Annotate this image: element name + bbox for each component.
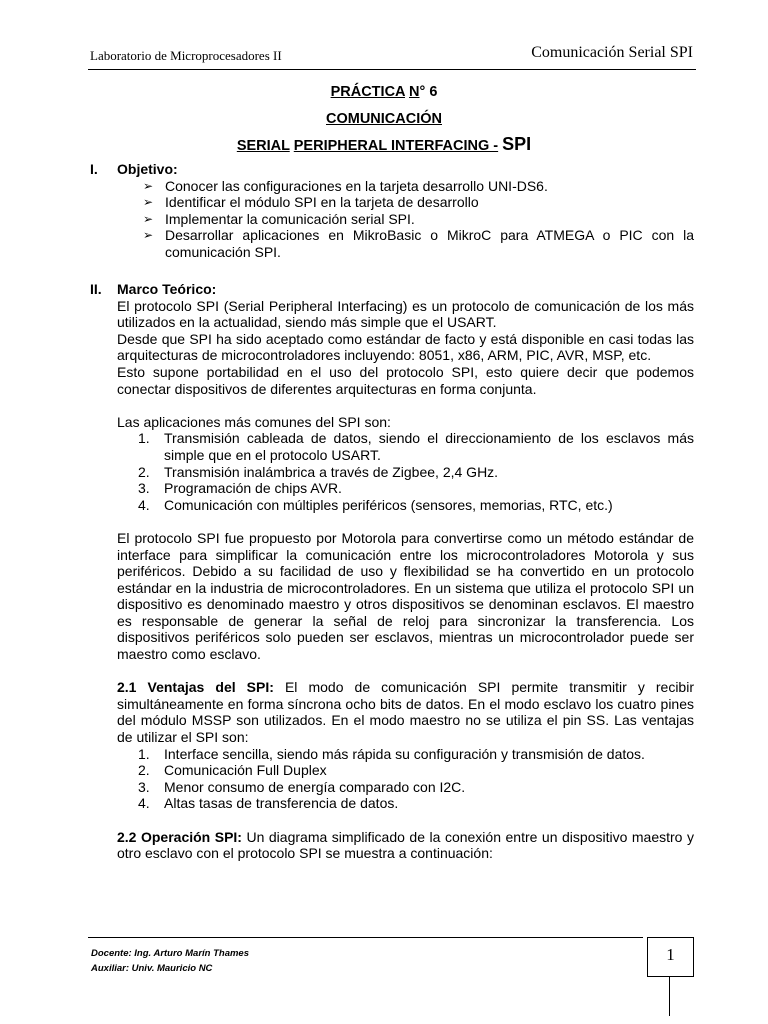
arrow-bullet-icon: ➢	[143, 211, 154, 226]
peripheral-words: PERIPHERAL INTERFACING -	[293, 138, 499, 154]
header-rule	[88, 69, 696, 70]
list-item: 4. Altas tasas de transferencia de datos.	[138, 795, 399, 812]
ventajas-paragraph: 2.1 Ventajas del SPI: El modo de comunicación SPI permite transmitir y recibir simultáneamente en forma síncrona ocho bits de datos. En el modo esclavo los cuatro pines del módulo MSSP son utilizados. En el modo maestro no se utiliza el pin SS. Las ventajas de utilizar el SPI son:	[117, 679, 694, 746]
section-heading: Marco Teórico:	[117, 281, 217, 297]
section-number: I.	[90, 161, 98, 177]
spi-word: SPI	[502, 134, 532, 154]
footer-docente: Docente: Ing. Arturo Marín Thames	[91, 948, 249, 959]
practice-title	[0, 84, 768, 100]
practica-number: ° 6	[419, 84, 438, 100]
section-objetivo	[90, 161, 694, 261]
practica-n: N	[409, 84, 420, 100]
list-item: 1. Interface sencilla, siendo más rápida su configuración y transmisión de datos.	[138, 745, 645, 762]
list-item: 2. Comunicación Full Duplex	[138, 762, 327, 779]
paragraph: El protocolo SPI (Serial Peripheral Interfacing) es un protocolo de comunicación de los más utilizados en la actualidad, siendo más simple que el USART.	[117, 297, 694, 331]
list-item: ➢ Implementar la comunicación serial SPI.	[143, 210, 415, 227]
ventajas-list	[117, 746, 694, 812]
list-item: 1. Transmisión cableada de datos, siendo el direccionamiento de los esclavos más simple que en el protocolo USART.	[138, 430, 694, 463]
arrow-bullet-icon: ➢	[143, 178, 154, 193]
header-topic: Comunicación Serial SPI	[531, 44, 693, 61]
paragraph: Desde que SPI ha sido aceptado como estándar de facto y está disponible en casi todas las arquitecturas de microcontroladores incluyendo: 8051, x86, ARM, PIC, AVR, MSP, etc.	[117, 330, 694, 364]
title-spi	[0, 134, 768, 155]
list-item: 3. Programación de chips AVR.	[138, 480, 342, 497]
page-number: 1	[647, 937, 694, 977]
apps-list	[117, 430, 694, 513]
operacion-paragraph: 2.2 Operación SPI: Un diagrama simplificado de la conexión entre un dispositivo maestro y otro esclavo con el protocolo SPI se muestra a continuación:	[117, 828, 694, 862]
ventajas-label: 2.1 Ventajas del SPI:	[117, 679, 274, 696]
list-item: ➢ Conocer las configuraciones en la tarjeta desarrollo UNI-DS6.	[143, 177, 548, 194]
section-number: II.	[90, 281, 102, 297]
footer-rule	[88, 937, 643, 938]
list-item: 3. Menor consumo de energía comparado con I2C.	[138, 778, 466, 795]
arrow-bullet-icon: ➢	[143, 228, 154, 243]
header-lab-title: Laboratorio de Microprocesadores II	[90, 48, 282, 63]
footer-auxiliar: Auxiliar: Univ. Mauricio NC	[91, 963, 213, 974]
practica-word: PRÁCTICA	[330, 84, 405, 100]
section-marco-teorico	[90, 281, 694, 862]
arrow-bullet-icon: ➢	[143, 195, 154, 210]
comunicacion-word: COMUNICACIÓN	[326, 111, 442, 127]
page-number-line	[669, 976, 670, 1016]
paragraph: Esto supone portabilidad en el uso del protocolo SPI, esto quiere decir que podemos conectar dispositivos de diferentes arquitecturas en forma conjunta.	[117, 363, 694, 397]
paragraph: El protocolo SPI fue propuesto por Motorola para convertirse como un método estándar de interface para simplificar la comunicación entre los microcontroladores Motorola y sus periféricos. Debido a su facilidad de uso y flexibilidad se ha convertido en un protocolo estándar en la industria de microcontroladores. En un sistema que utiliza el protocolo SPI un dispositivo es denominado maestro y otros dispositivos se denominan esclavos. El maestro es responsable de generar la señal de reloj para sincronizar la transferencia. Los dispositivos periféricos solo pueden ser esclavos, mientras un microcontrolador puede ser maestro como esclavo.	[117, 529, 694, 663]
section-heading: Objetivo:	[117, 161, 178, 177]
operacion-label: 2.2 Operación SPI:	[117, 828, 242, 845]
apps-intro: Las aplicaciones más comunes del SPI son:	[117, 413, 391, 430]
objective-list	[117, 178, 694, 261]
list-item: 4. Comunicación con múltiples periféricos (sensores, memorias, RTC, etc.)	[138, 496, 613, 513]
list-item: ➢ Desarrollar aplicaciones en MikroBasic o MikroC para ATMEGA o PIC con la comunicación SPI.	[143, 227, 694, 260]
title-comunicacion	[0, 111, 768, 127]
list-item: ➢ Identificar el módulo SPI en la tarjeta de desarrollo	[143, 194, 479, 211]
list-item: 2. Transmisión inalámbrica a través de Zigbee, 2,4 GHz.	[138, 463, 499, 480]
serial-word: SERIAL	[236, 138, 290, 154]
